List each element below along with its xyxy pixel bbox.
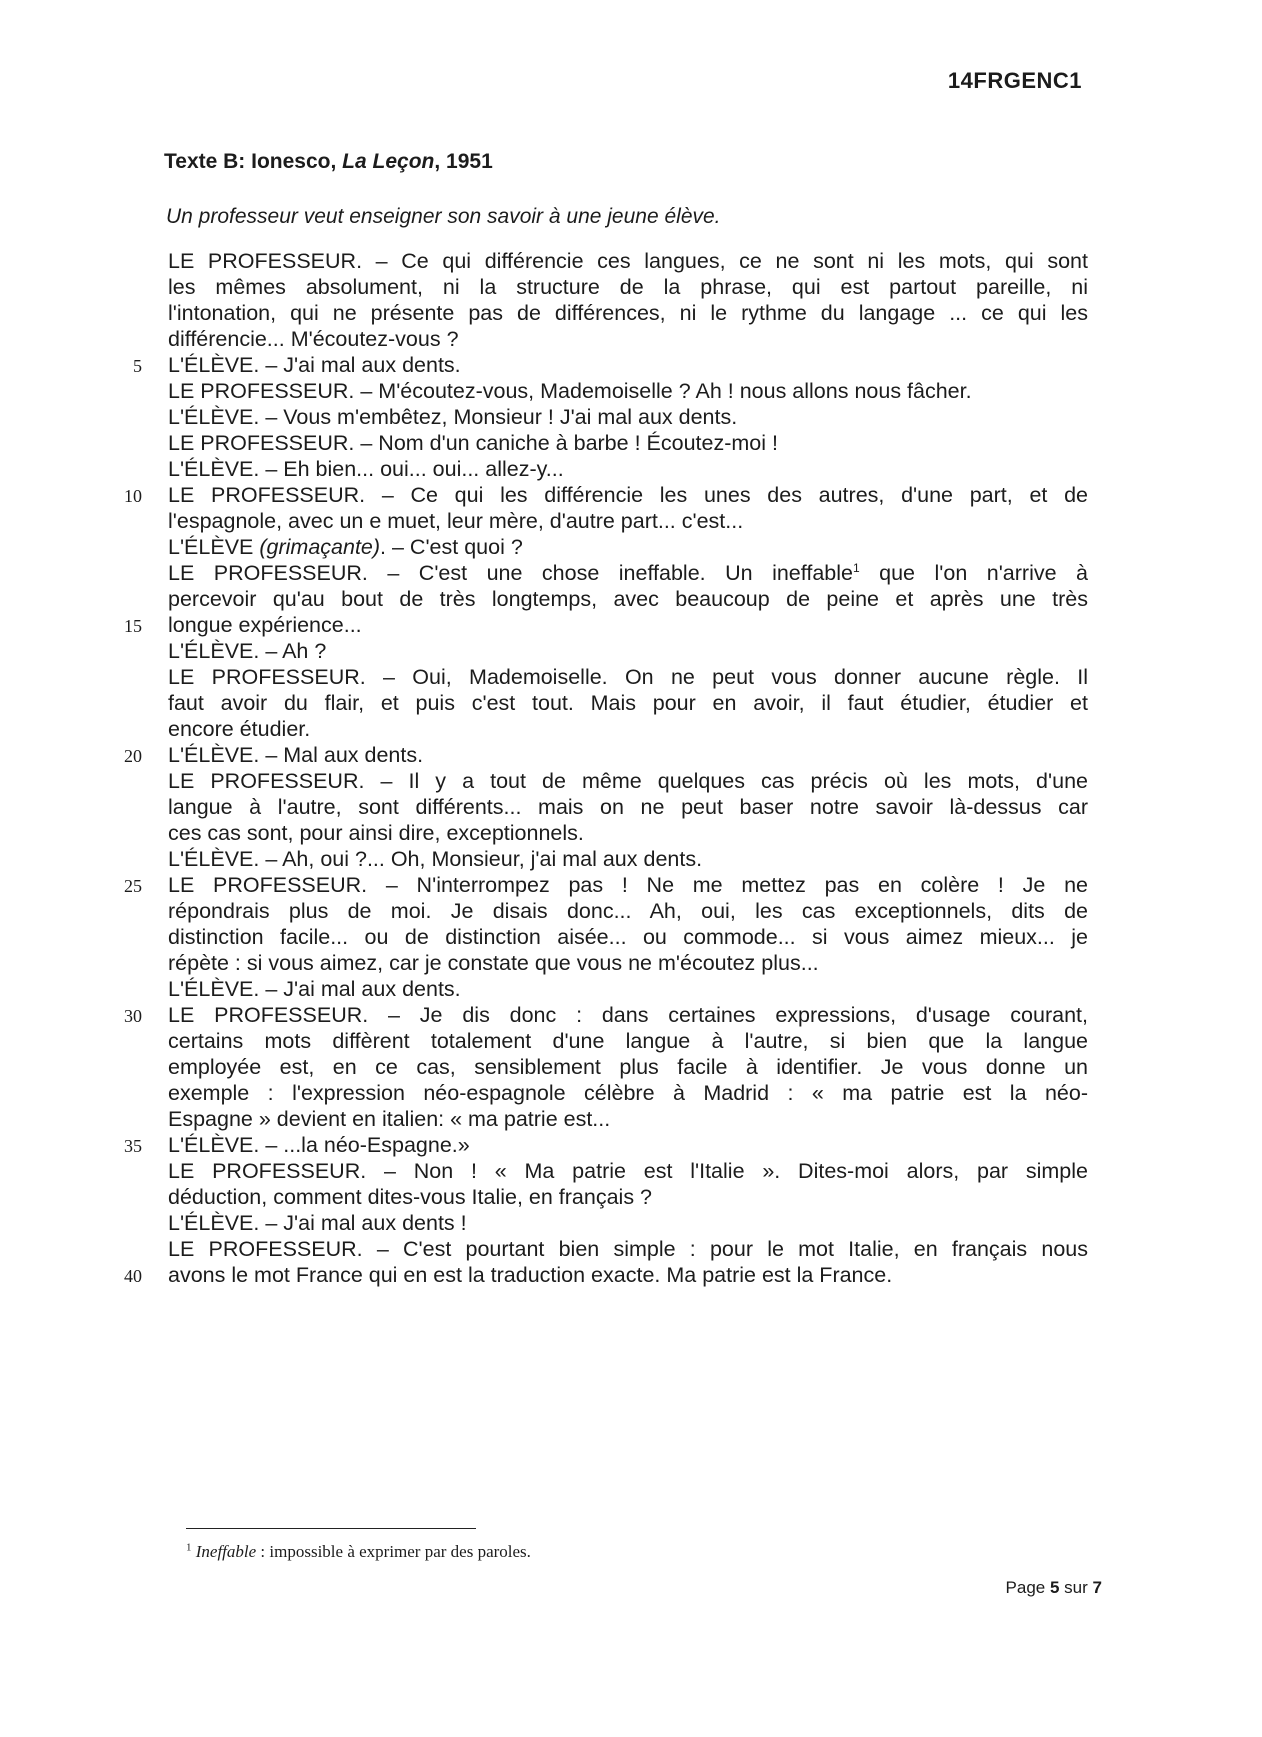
text-line: l'espagnole, avec un e muet, leur mère, d'autre part... c'est... [168,509,744,533]
footnote-divider [186,1528,476,1529]
text-line: LE PROFESSEUR. – Ce qui différencie ces langues, ce ne sont ni les mots, qui sont [168,249,1088,273]
footnote-definition: : impossible à exprimer par des paroles. [256,1542,531,1561]
footnote-ref: 1 [852,560,860,575]
text-line: distinction facile... ou de distinction aisée... ou commode... si vous aimez mieux... je [168,925,1088,949]
text-line: LE PROFESSEUR. – N'interrompez pas ! Ne me mettez pas en colère ! Je ne [168,873,1088,897]
text-line: différencie... M'écoutez-vous ? [168,327,459,351]
text-line: percevoir qu'au bout de très longtemps, avec beaucoup de peine et après une très [168,587,1088,611]
line-number: 5 [133,356,142,376]
text-line: L'ÉLÈVE. – J'ai mal aux dents. [168,977,461,1001]
text-title [164,150,493,174]
line-number: 10 [124,486,142,506]
text-line: LE PROFESSEUR. – M'écoutez-vous, Mademoiselle ? Ah ! nous allons nous fâcher. [168,379,972,403]
text-line: certains mots diffèrent totalement d'une langue à l'autre, si bien que la langue [168,1029,1088,1053]
text-line: LE PROFESSEUR. – Je dis donc : dans certaines expressions, d'usage courant, [168,1003,1088,1027]
text-line: LE PROFESSEUR. – Nom d'un caniche à barbe ! Écoutez-moi ! [168,431,778,455]
text-line: faut avoir du flair, et puis c'est tout. Mais pour en avoir, il faut étudier, étudier et [168,691,1088,715]
line-number: 25 [124,876,142,896]
footnote-term: Ineffable [195,1542,257,1561]
text-line: répondrais plus de moi. Je disais donc... Ah, oui, les cas exceptionnels, dits de [168,899,1088,923]
text-line: ces cas sont, pour ainsi dire, exceptionnels. [168,821,584,845]
line-number: 30 [124,1006,142,1026]
text-line: L'ÉLÈVE. – ...la néo-Espagne.» [168,1133,470,1157]
text-line: longue expérience... [168,613,362,637]
footnote-marker: 1 [186,1541,192,1554]
text-line: LE PROFESSEUR. – C'est pourtant bien simple : pour le mot Italie, en français nous [168,1237,1088,1261]
page-number: Page 5 sur 7 [1005,1578,1102,1597]
text-line: L'ÉLÈVE. – Eh bien... oui... oui... allez-y... [168,457,564,481]
title-suffix: , 1951 [434,150,493,173]
document-code: 14FRGENC1 [947,68,1082,93]
text-line: répète : si vous aimez, car je constate que vous ne m'écoutez plus... [168,951,819,975]
text-line: LE PROFESSEUR. – Oui, Mademoiselle. On ne peut vous donner aucune règle. Il [168,665,1088,689]
text-line: L'ÉLÈVE. – Vous m'embêtez, Monsieur ! J'ai mal aux dents. [168,405,738,429]
text-line: L'ÉLÈVE. – J'ai mal aux dents. [168,353,461,377]
text-line: exemple : l'expression néo-espagnole célèbre à Madrid : « ma patrie est la néo- [168,1081,1088,1105]
title-work: La Leçon [342,150,435,173]
title-prefix: Texte B: Ionesco, [164,150,337,173]
text-line: Espagne » devient en italien: « ma patrie est... [168,1107,611,1131]
text-line: L'ÉLÈVE. – Mal aux dents. [168,743,424,767]
text-line: avons le mot France qui en est la traduction exacte. Ma patrie est la France. [168,1263,893,1287]
text-line: déduction, comment dites-vous Italie, en français ? [168,1185,653,1209]
text-subtitle: Un professeur veut enseigner son savoir à une jeune élève. [166,205,721,228]
text-line: langue à l'autre, sont différents... mais on ne peut baser notre savoir là-dessus car [168,795,1088,819]
text-line: LE PROFESSEUR. – Ce qui les différencie les unes des autres, d'une part, et de [168,483,1088,507]
text-line: L'ÉLÈVE. – Ah, oui ?... Oh, Monsieur, j'ai mal aux dents. [168,847,703,871]
text-line: LE PROFESSEUR. – Non ! « Ma patrie est l'Italie ». Dites-moi alors, par simple [168,1159,1088,1183]
stage-direction: (grimaçante) [259,535,381,559]
text-line: LE PROFESSEUR. – Il y a tout de même quelques cas précis où les mots, d'une [168,769,1088,793]
text-line: employée est, en ce cas, sensiblement plus facile à identifier. Je vous donne un [168,1055,1088,1079]
text-line: les mêmes absolument, ni la structure de la phrase, qui est partout pareille, ni [168,275,1088,299]
text-line: l'intonation, qui ne présente pas de différences, ni le rythme du langage ... ce qui les [168,301,1088,325]
line-number: 40 [124,1266,142,1286]
line-number: 35 [124,1136,142,1156]
line-number: 15 [124,616,142,636]
text-line: L'ÉLÈVE (grimaçante). – C'est quoi ? [168,535,523,559]
text-line: LE PROFESSEUR. – C'est une chose ineffable. Un ineffable$^1$ que l'on n'arrive à [168,560,1088,585]
footnote [186,1542,531,1562]
text-line: L'ÉLÈVE. – Ah ? [168,639,327,663]
line-number: 20 [124,746,142,766]
text-line: encore étudier. [168,717,311,741]
text-line: L'ÉLÈVE. – J'ai mal aux dents ! [168,1211,467,1235]
